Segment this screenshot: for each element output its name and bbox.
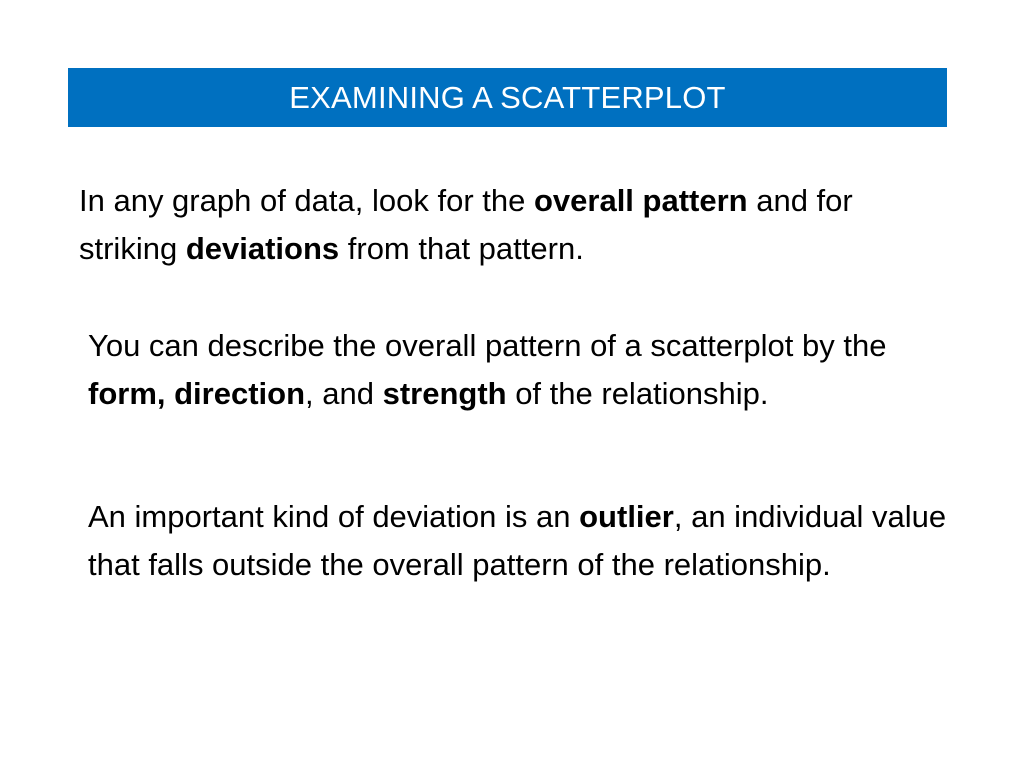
title-bar <box>68 68 947 127</box>
paragraph-2-text-3: of the relationship. <box>506 376 769 411</box>
term-deviations: deviations <box>185 231 340 266</box>
paragraph-overall-pattern <box>79 177 959 273</box>
paragraph-1-text-1: In any graph of data, look for the <box>79 183 534 218</box>
term-strength: strength <box>382 376 507 411</box>
paragraph-3-text-1: An important kind of deviation is an <box>88 499 580 534</box>
paragraph-1-text-2: and for striking <box>79 183 853 266</box>
term-outlier: outlier <box>579 499 674 534</box>
paragraph-outlier <box>88 493 968 589</box>
term-overall-pattern: overall pattern <box>533 183 748 218</box>
slide-title: EXAMINING A SCATTERPLOT <box>289 79 726 115</box>
paragraph-3-text-2: , an individual value that falls outside the overall pattern of the relationship. <box>88 499 947 582</box>
paragraph-1-text-3: from that pattern. <box>339 231 584 266</box>
paragraph-describe-pattern <box>88 322 968 418</box>
paragraph-2-text-2: , and <box>305 376 383 411</box>
term-form-direction: form, direction <box>88 376 306 411</box>
paragraph-2-text-1: You can describe the overall pattern of a scatterplot by the <box>88 328 887 363</box>
